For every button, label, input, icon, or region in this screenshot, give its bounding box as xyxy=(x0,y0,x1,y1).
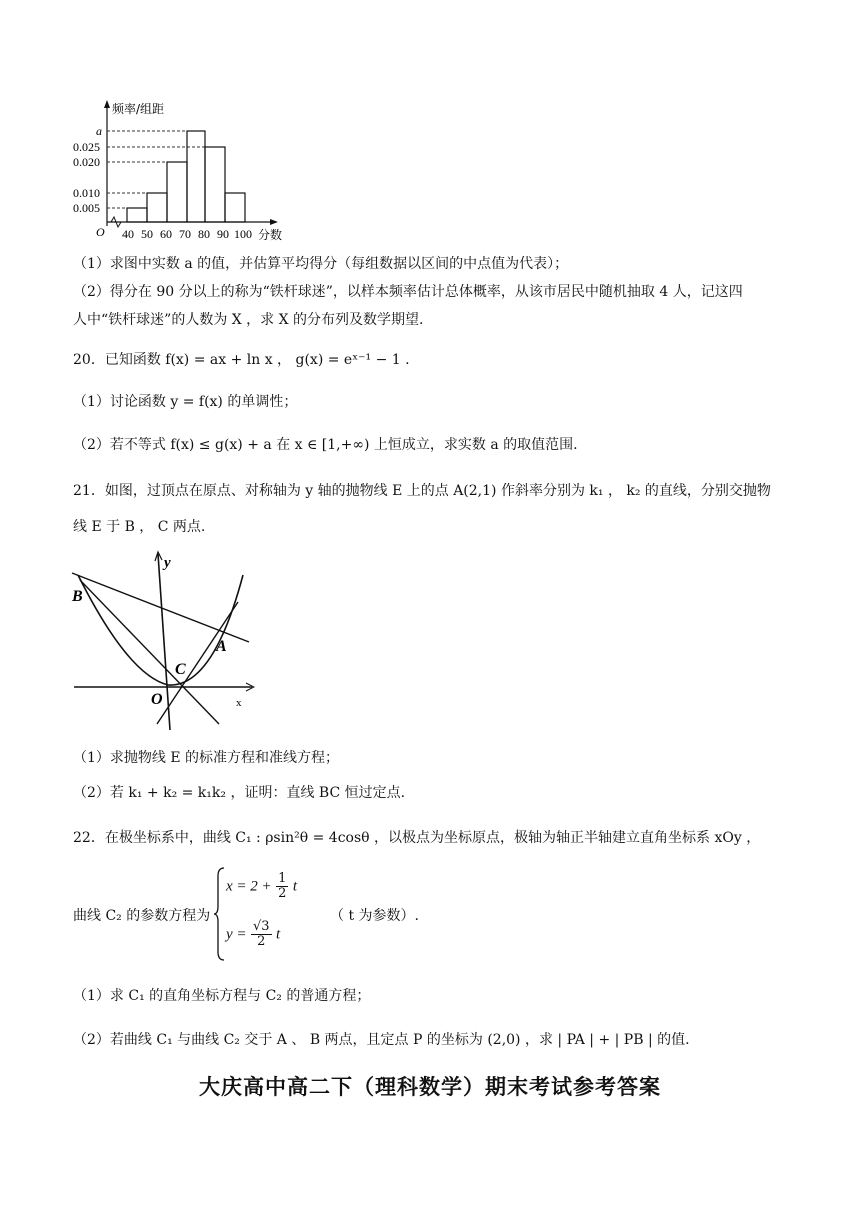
hist-x-label: 分数 xyxy=(258,228,283,242)
q22-eq1-frac xyxy=(276,872,288,901)
bar-60-70 xyxy=(167,162,187,222)
fig-label-y: y xyxy=(164,555,171,571)
q22-stem: 22．在极坐标系中，曲线 C₁ : ρsin²θ = 4cosθ ，以极点为坐标原点，极轴为轴正半轴建立直角坐标系 xOy ， xyxy=(73,830,761,846)
hist-xtick-80: 80 xyxy=(198,227,210,241)
q22-eq2-frac xyxy=(251,920,272,949)
hist-xtick-40: 40 xyxy=(122,227,134,241)
q22-eq2 xyxy=(226,920,280,949)
bar-90-100 xyxy=(225,193,245,222)
q22-eq2-num: √3 xyxy=(252,919,270,934)
q22-eq2-left: y = xyxy=(226,926,247,943)
q21-part2: （2）若 k₁ + k₂ = k₁k₂ ，证明：直线 BC 恒过定点. xyxy=(73,785,406,801)
frequency-histogram xyxy=(70,96,300,244)
q20-part2: （2）若不等式 f(x) ≤ g(x) + a 在 x ∈ [1,+∞) 上恒成立，求实数 a 的取值范围. xyxy=(73,437,578,453)
q20-part1: （1）讨论函数 y = f(x) 的单调性； xyxy=(73,394,298,410)
hist-xtick-90: 90 xyxy=(217,227,229,241)
hist-xtick-60: 60 xyxy=(160,227,172,241)
hist-origin: O xyxy=(96,225,105,239)
q22-eq2-den: 2 xyxy=(257,934,266,949)
hist-xtick-100: 100 xyxy=(234,227,252,241)
fig-label-O: O xyxy=(151,691,163,708)
q22-part2: （2）若曲线 C₁ 与曲线 C₂ 交于 A 、 B 两点，且定点 P 的坐标为 (2,0) ，求 | PA | + | PB | 的值. xyxy=(73,1032,690,1048)
q22-eq2-right: t xyxy=(276,926,281,943)
hist-xtick-50: 50 xyxy=(141,227,153,241)
bar-40-50 xyxy=(127,208,147,222)
fig-label-A: A xyxy=(216,638,227,655)
answer-title: 大庆高中高二下（理科数学）期末考试参考答案 xyxy=(199,1075,661,1099)
hist-ytick-0005: 0.005 xyxy=(73,201,100,215)
q21-part1: （1）求抛物线 E 的标准方程和准线方程； xyxy=(73,750,340,766)
q20-stem: 20．已知函数 f(x) = ax + ln x ， g(x) = eˣ⁻¹ − 1 . xyxy=(73,352,410,368)
q22-eq1-right: t xyxy=(292,878,298,895)
q19-part2-line2: 人中“铁杆球迷”的人数为 X ，求 X 的分布列及数学期望. xyxy=(73,312,424,328)
fig-label-B: B xyxy=(72,588,83,605)
q22-eq1 xyxy=(226,872,297,901)
hist-y-label: 频率/组距 xyxy=(112,102,165,116)
q22-c2-intro: 曲线 C₂ 的参数方程为 xyxy=(73,908,211,924)
q22-part1: （1）求 C₁ 的直角坐标方程与 C₂ 的普通方程； xyxy=(73,988,371,1004)
bar-70-80 xyxy=(187,131,205,222)
hist-ytick-a: a xyxy=(96,124,102,138)
hist-xtick-70: 70 xyxy=(179,227,191,241)
q22-eq1-left: x = 2 + xyxy=(226,878,272,895)
q21-stem-line2: 线 E 于 B ， C 两点. xyxy=(73,519,206,535)
fig-label-C: C xyxy=(175,661,186,678)
q19-part1: （1）求图中实数 a 的值，并估算平均得分（每组数据以区间的中点值为代表）； xyxy=(73,256,569,272)
hist-ytick-0020: 0.020 xyxy=(73,155,100,169)
hist-ytick-0010: 0.010 xyxy=(73,186,100,200)
parabola-figure xyxy=(68,550,263,730)
hist-ytick-0025: 0.025 xyxy=(73,140,100,154)
bar-80-90 xyxy=(205,147,225,222)
q22-eq1-num: 1 xyxy=(278,871,287,886)
system-brace xyxy=(214,866,226,962)
q21-stem-line1: 21．如图，过顶点在原点、对称轴为 y 轴的抛物线 E 上的点 A(2,1) 作斜率分别为 k₁ ， k₂ 的直线，分别交抛物 xyxy=(73,483,771,499)
q19-part2-line1: （2）得分在 90 分以上的称为“铁杆球迷”，以样本频率估计总体概率，从该市居民中随机抽取 4 人，记这四 xyxy=(73,284,743,300)
fig-label-x: x xyxy=(236,697,242,709)
bar-50-60 xyxy=(147,193,167,222)
q22-eq1-den: 2 xyxy=(278,886,287,901)
q22-param-note: （ t 为参数）. xyxy=(330,908,419,924)
